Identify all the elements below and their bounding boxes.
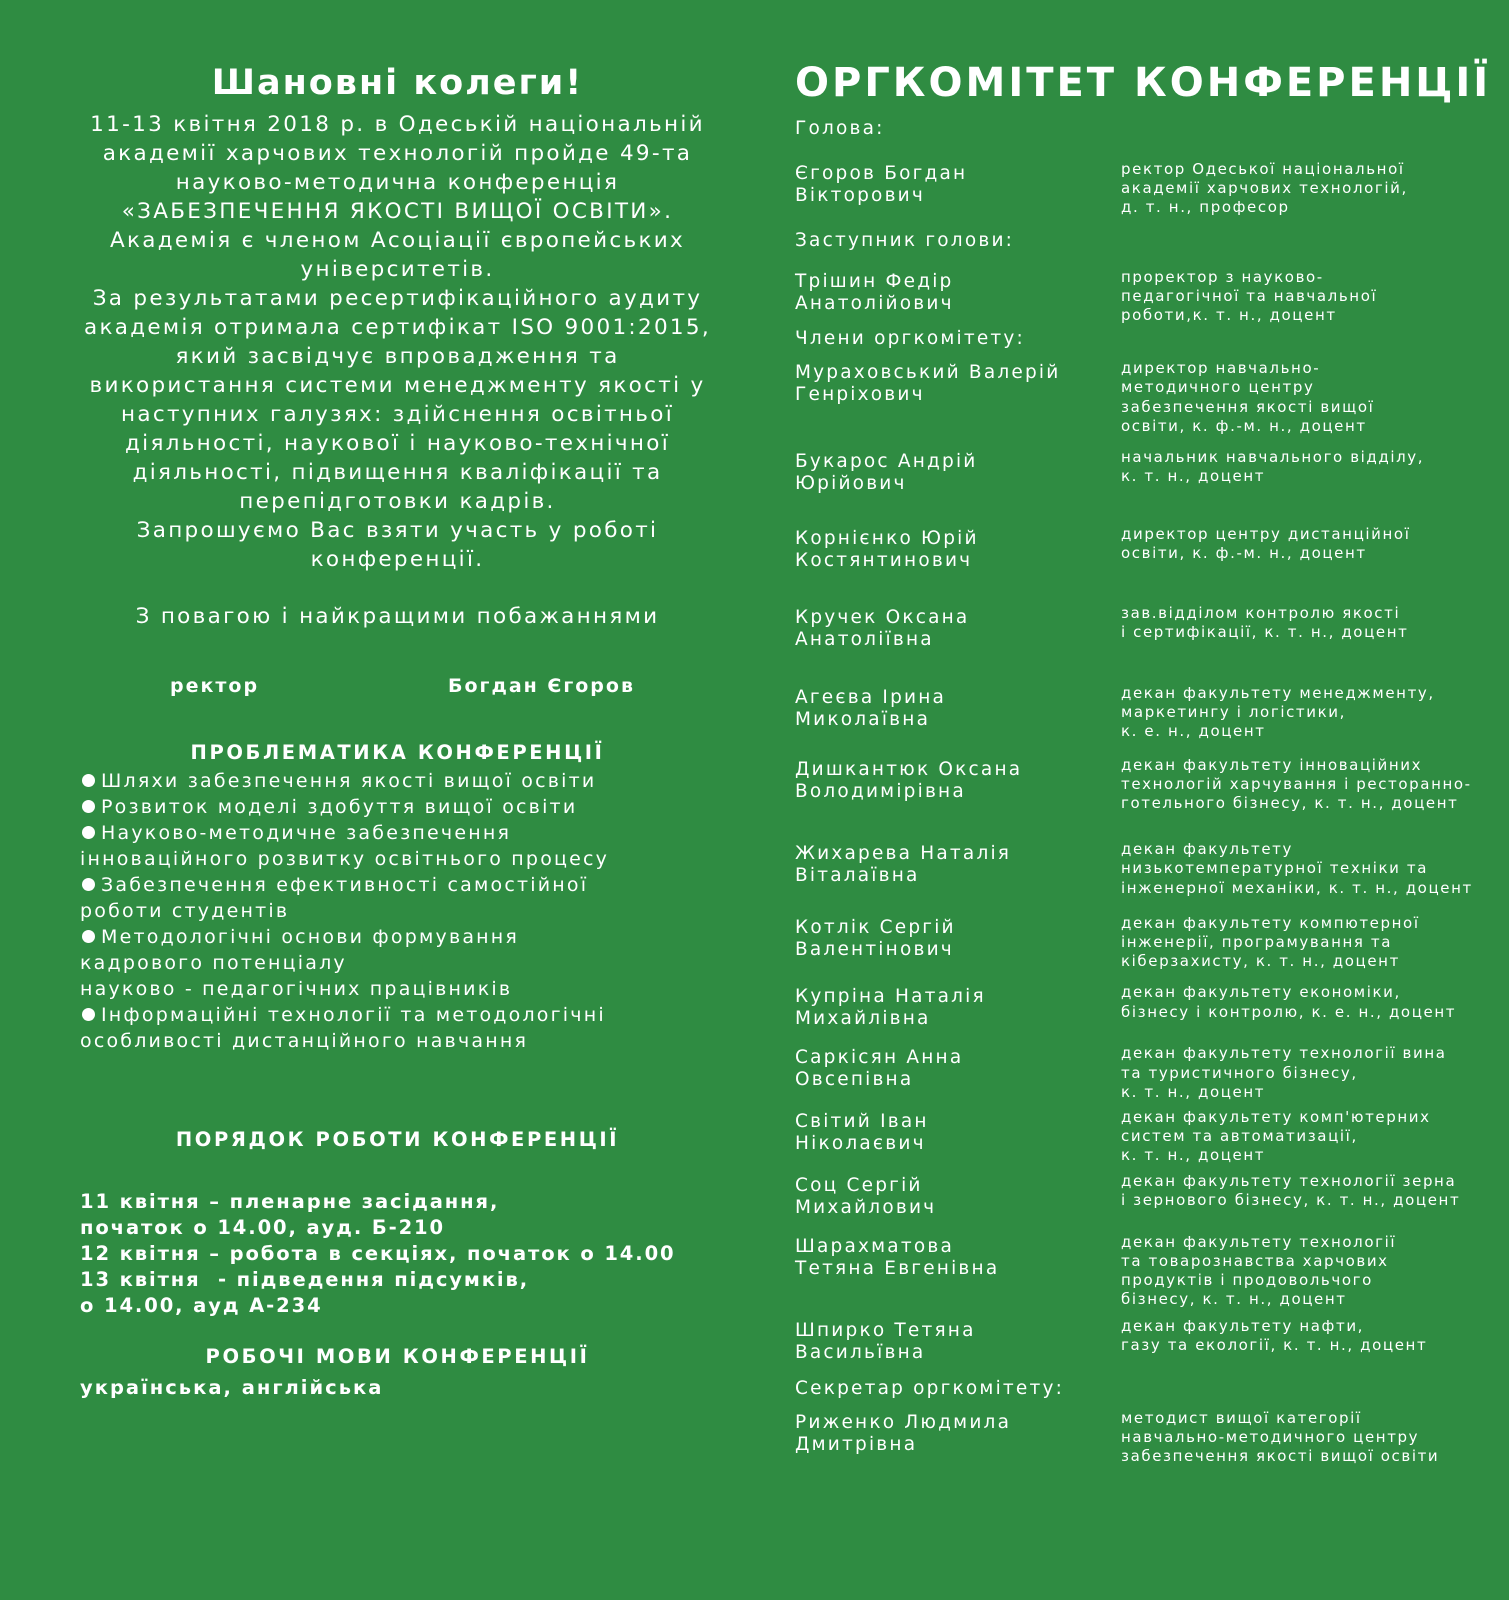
member-desc: директор центру дистанційної освіти, к. ф.-м. н., доцент (1121, 525, 1411, 563)
member-name: Агеєва Ірина Миколаївна (795, 687, 947, 731)
member-name: Світий Іван Ніколаєвич (795, 1111, 929, 1155)
topic-item: Шляхи забезпечення якості вищої освіти (80, 768, 715, 794)
member-desc: декан факультету низькотемпературної техніки та інженерної механіки, к. т. н., доцент (1121, 840, 1473, 897)
member-name: Єгоров Богдан Вікторович (795, 163, 968, 206)
member-row (795, 1409, 1475, 1467)
member-row (795, 1044, 1475, 1102)
schedule-line: 12 квітня – робота в секціях, початок о 14.00 (80, 1242, 676, 1265)
secretary-label: Секретар оргкомітету: (795, 1377, 1065, 1399)
topic-item: Методологічні основи формування кадрового потенціалу науково - педагогічних працівників (80, 924, 715, 1002)
intro-paragraph: 11-13 квітня 2018 р. в Одеській національній академії харчових технологій пройде 49-та науково-методична конференція «ЗАБЕЗПЕЧЕННЯ ЯКОСТІ ВИЩОЇ ОСВІТИ». (90, 112, 705, 224)
member-desc: директор навчально- методичного центру забезпечення якості вищої освіти, к. ф.-м. н., доцент (1121, 359, 1375, 435)
schedule-line: 11 квітня – пленарне засідання, (80, 1190, 500, 1213)
schedule-title: ПОРЯДОК РОБОТИ КОНФЕРЕНЦІЇ (175, 1128, 620, 1151)
topic-item: Науково-методичне забезпечення інноваційного розвитку освітнього процесу (80, 820, 715, 872)
signature (80, 675, 715, 697)
member-desc: декан факультету менеджменту, маркетингу і логістики, к. е. н., доцент (1121, 684, 1435, 741)
member-row (795, 684, 1475, 742)
members-label: Члени оргкомітету: (795, 328, 1025, 350)
member-desc: декан факультету нафти, газу та екології, к. т. н., доцент (1121, 1316, 1428, 1354)
member-desc: ректор Одеської національної академії харчових технологій, д. т. н., професор (1121, 160, 1408, 217)
languages-value: українська, англійська (80, 1376, 384, 1399)
member-desc: зав.відділом контролю якості і сертифікації, к. т. н., доцент (1121, 604, 1409, 642)
member-name: Букарос Андрій Юрійович (795, 451, 978, 495)
deputy-label: Заступник голови: (795, 229, 1015, 251)
member-name: Купріна Наталія Михайлівна (795, 986, 986, 1030)
left-column (80, 60, 715, 1399)
member-name: Риженко Людмила Дмитрівна (795, 1411, 1012, 1455)
member-desc: начальник навчального відділу, к. т. н., доцент (1121, 448, 1425, 486)
intro-text (80, 110, 715, 574)
member-name: Трішин Федір Анатолійович (795, 270, 954, 314)
schedule-line: 13 квітня - підведення підсумків, (80, 1268, 530, 1291)
member-row (795, 448, 1475, 495)
member-desc: проректор з науково- педагогічної та навчальної роботи,к. т. н., доцент (1121, 267, 1378, 325)
member-desc: декан факультету технології вина та туристичного бізнесу, к. т. н., доцент (1121, 1044, 1447, 1101)
member-name: Корнієнко Юрій Костянтинович (795, 528, 979, 572)
signature-role: ректор (170, 675, 260, 697)
member-row (795, 1172, 1475, 1219)
member-name: Мураховський Валерій Генріхович (795, 362, 1061, 406)
schedule (80, 1189, 715, 1319)
signature-name: Богдан Єгоров (448, 675, 635, 697)
member-row (795, 268, 1475, 326)
member-row (795, 1317, 1475, 1364)
member-desc: декан факультету технології та товарознавства харчових продуктів і продовольчого бізнесу, к. т. н., доцент (1121, 1232, 1397, 1309)
member-row (795, 359, 1475, 436)
member-row (795, 1233, 1475, 1310)
member-row (795, 525, 1475, 572)
member-name: Саркісян Анна Овсепівна (795, 1047, 964, 1091)
intro-paragraph: За результатами ресертифікаційного аудиту академія отримала сертифікат ISO 9001:2015, який засвідчує впровадження та використання системи менеджменту якості у наступних галузях: здійснення освітньої діяльності, наукової і науково-технічної діяльності, підвищення кваліфікації та перепідготовки кадрів. (83, 286, 712, 514)
member-row (795, 756, 1475, 814)
member-desc: декан факультету економіки, бізнесу і контролю, к. е. н., доцент (1121, 983, 1457, 1021)
member-desc: методист вищої категорії навчально-методичного центру забезпечення якості вищої освіти (1121, 1408, 1440, 1465)
member-row (795, 160, 1475, 218)
right-column (795, 60, 1492, 1466)
member-name: Жихарева Наталія Віталаївна (795, 843, 1012, 887)
intro-paragraph: Академія є членом Асоціації європейських університетів. (109, 228, 686, 282)
member-desc: декан факультету компютерної інженерії, програмування та кіберзахисту, к. т. н., доцент (1121, 913, 1420, 971)
member-name: Шарахматова Тетяна Евгенівна (795, 1235, 1000, 1279)
schedule-line: о 14.00, ауд А-234 (80, 1294, 323, 1317)
member-name: Котлік Сергій Валентінович (795, 916, 956, 960)
committee-title: ОРГКОМІТЕТ КОНФЕРЕНЦІЇ (795, 60, 1492, 106)
member-desc: декан факультету технології зерна і зернового бізнесу, к. т. н., доцент (1121, 1171, 1461, 1209)
member-row (795, 840, 1475, 898)
member-row (795, 1108, 1475, 1166)
topic-item: Розвиток моделі здобуття вищої освіти (80, 794, 715, 820)
member-name: Соц Сергій Михайлович (795, 1174, 937, 1218)
member-name: Дишкантюк Оксана Володимірівна (795, 758, 1023, 802)
topics-list (80, 768, 715, 1054)
regards: З повагою і найкращими побажаннями (135, 604, 660, 629)
member-row (795, 983, 1475, 1030)
greeting-title: Шановні колеги! (211, 63, 584, 103)
head-label: Голова: (795, 118, 885, 139)
schedule-line: початок о 14.00, ауд. Б-210 (80, 1216, 445, 1239)
languages-title: РОБОЧІ МОВИ КОНФЕРЕНЦІЇ (205, 1345, 590, 1368)
member-desc: декан факультету комп'ютерних систем та автоматизації, к. т. н., доцент (1121, 1108, 1431, 1165)
member-row (795, 604, 1475, 651)
member-name: Шпирко Тетяна Васильївна (795, 1319, 976, 1363)
intro-paragraph: Запрошуємо Вас взяти участь у роботі конференції. (136, 518, 659, 572)
topic-item: Інформаційні технології та методологічні особливості дистанційного навчання (80, 1002, 715, 1054)
topic-item: Забезпечення ефективності самостійної роботи студентів (80, 872, 715, 924)
topics-title: ПРОБЛЕМАТИКА КОНФЕРЕНЦІЇ (190, 741, 605, 764)
member-desc: декан факультету інноваційних технологій харчування і ресторанно- готельного бізнесу, к. т. н., доцент (1121, 755, 1472, 813)
member-row (795, 914, 1475, 972)
member-name: Кручек Оксана Анатоліївна (795, 607, 970, 651)
